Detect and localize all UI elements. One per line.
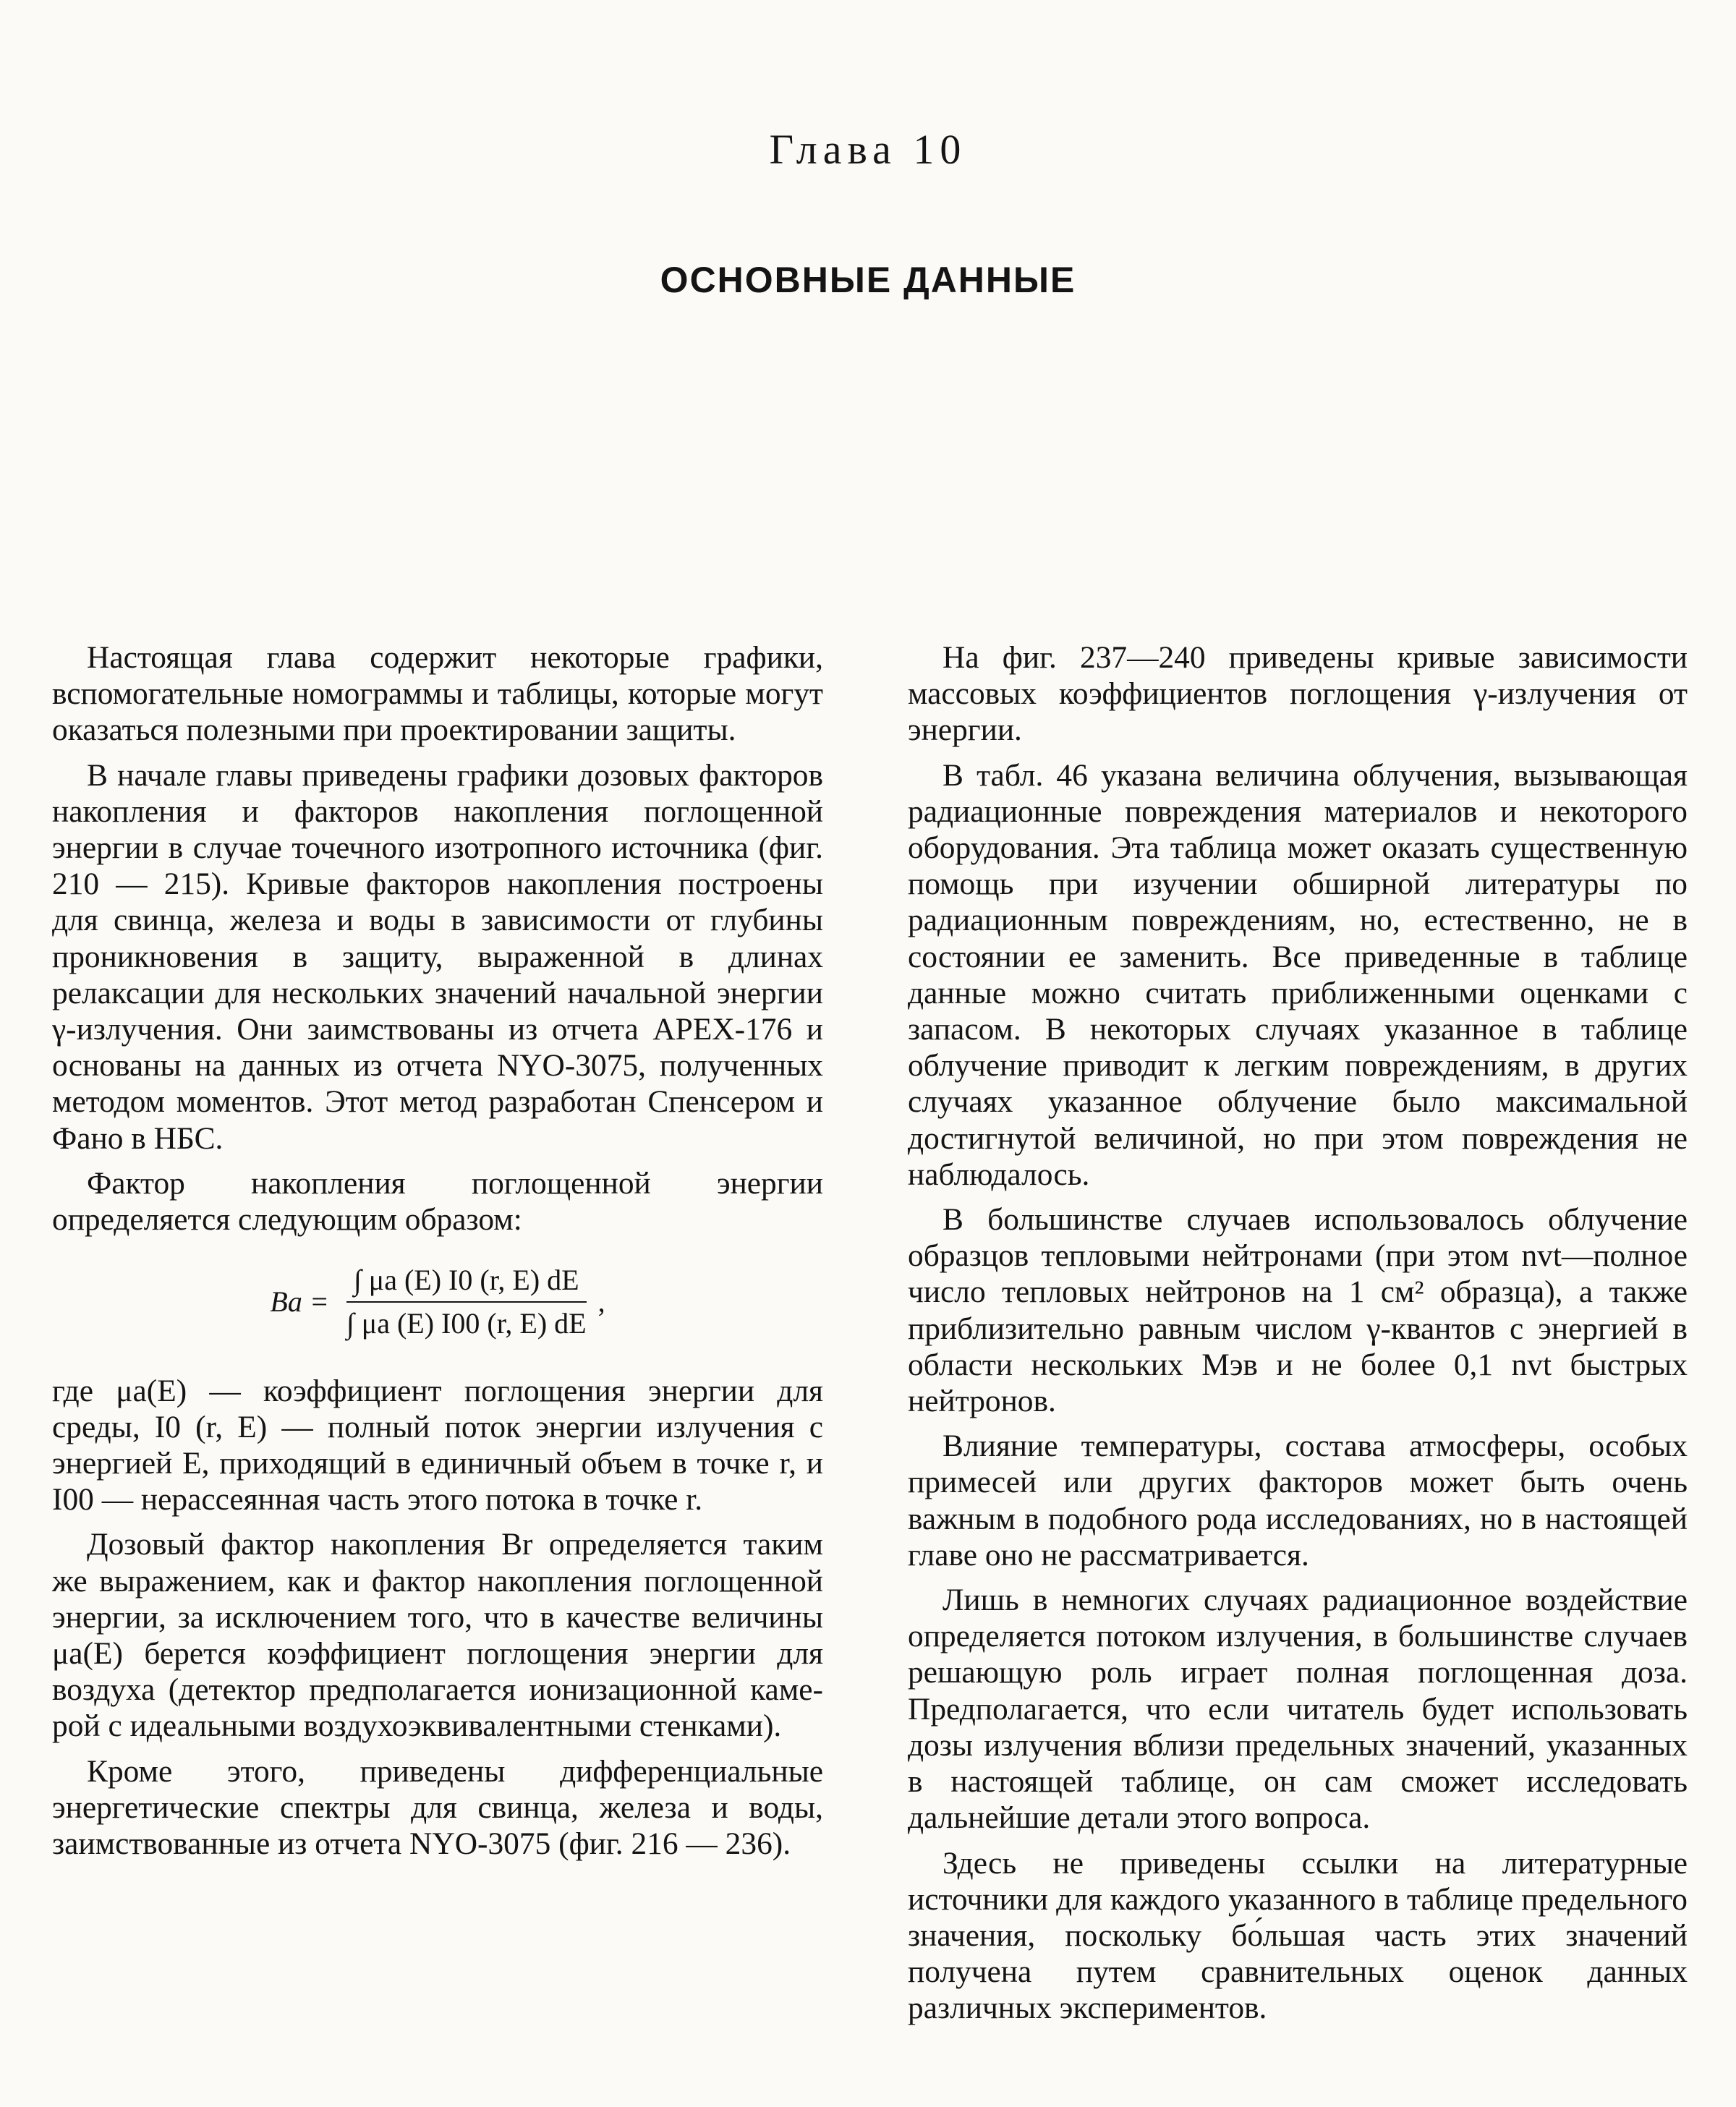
paragraph-dose-buildup: Дозовый фактор накопления Br определяется таким же выражением, как и фактор накопления поглощенной энергии, за исключением того, что в качестве величины μa(E) берется коэффициент поглощения энергии для воздуха (детектор предполагается ионизационной камерой с идеальными воздухоэквивалентными стенками). xyxy=(52,1527,823,1744)
right-column xyxy=(908,639,1688,2035)
paragraph-other-factors: Влияние температуры, состава атмосферы, особых примесей или других факторов может быть очень важным в подобного рода исследованиях, но в настоящей главе оно не рассматривается. xyxy=(908,1429,1688,1572)
paragraph-formula-terms: где μa(E) — коэффициент поглощения энергии для среды, I0 (r, E) — полный поток энергии излучения с энергией E, приходящий в единичный объем в точке r, и I00 — нерассеянная часть этого потока в точке r. xyxy=(52,1373,823,1518)
paragraph-references-note: Здесь не приведены ссылки на литературные источники для каждого указанного в таблице предельного значения, поскольку бо́льшая часть этих значений получена путем сравнительных оценок данных различных экспериментов. xyxy=(908,1845,1688,2026)
formula-denominator: ∫ μa (E) I00 (r, E) dE xyxy=(346,1307,587,1340)
formula-lhs: Ba = xyxy=(270,1285,329,1319)
paragraph-table-46: В табл. 46 указана величина облучения, вызывающая радиационные повреждения материалов и некоторого оборудования. Эта таблица может оказать существенную помощь при изучении обширной литературы по радиационным повреждениям, но, естественно, не в состоянии ее заменить. Все приведенные в таблице данные можно считать приближенными оценками с запасом. В некоторых случаях указанное в таблице облучение приводит к легким повреждениям, в других случаях указанное облучение было максимальной достигнутой величиной, но при этом повреждения не наблюдалось. xyxy=(908,757,1688,1192)
formula-comma: , xyxy=(597,1285,605,1319)
left-column xyxy=(52,639,823,1870)
paragraph-mass-absorption: На фиг. 237—240 приведены кривые зависимости массовых коэффициентов поглощения γ-излучения от энергии. xyxy=(908,640,1688,748)
buildup-formula xyxy=(52,1262,823,1342)
paragraph-absorbed-dose: Лишь в немногих случаях радиационное воздействие определяется потоком излучения, в большинстве случаев решающую роль играет полная поглощенная доза. Предполагается, что если читатель будет использовать дозы излучения вблизи предельных значений, указанных в настоящей таблице, он сам сможет исследовать дальнейшие детали этого вопроса. xyxy=(908,1583,1688,1836)
formula-fraction xyxy=(339,1262,594,1342)
paragraph-intro: Настоящая глава содержит некоторые графики, вспомогательные номограммы и таблицы, которые могут оказаться полезными при проектировании защиты. xyxy=(52,640,823,748)
paragraph-definition: Фактор накопления поглощенной энергии определяется следующим образом: xyxy=(52,1165,823,1238)
formula-numerator: ∫ μa (E) I0 (r, E) dE xyxy=(346,1262,587,1303)
paragraph-buildup-factors: В начале главы приведены графики дозовых факторов накопления и факторов накопления поглощенной энергии в случае точечного изотропного источника (фиг. 210 — 215). Кривые факторов накопления построены для свинца, железа и воды в зависимости от глубины проникновения в защиту, выраженной в длинах релаксации для нескольких значений начальной энергии γ-излучения. Они заимствованы из отчета АРЕХ-176 и основаны на данных из отчета NYO-3075, полученных методом моментов. Этот метод разработан Спенсером и Фано в НБС. xyxy=(52,757,823,1156)
paragraph-spectra: Кроме этого, приведены дифференциальные энергетические спектры для свинца, железа и воды, заимствованные из отчета NYO-3075 (фиг. 216 — 236). xyxy=(52,1753,823,1862)
paragraph-thermal-neutrons: В большинстве случаев использовалось облучение образцов тепловыми нейтронами (при этом nvt—полное число тепловых нейтронов на 1 см² образца), а также приблизительно равным числом γ-квантов с энергией в области нескольких Мэв и не более 0,1 nvt быстрых нейтронов. xyxy=(908,1202,1688,1419)
chapter-number: Глава 10 xyxy=(769,126,967,173)
chapter-title: ОСНОВНЫЕ ДАННЫЕ xyxy=(660,260,1076,300)
